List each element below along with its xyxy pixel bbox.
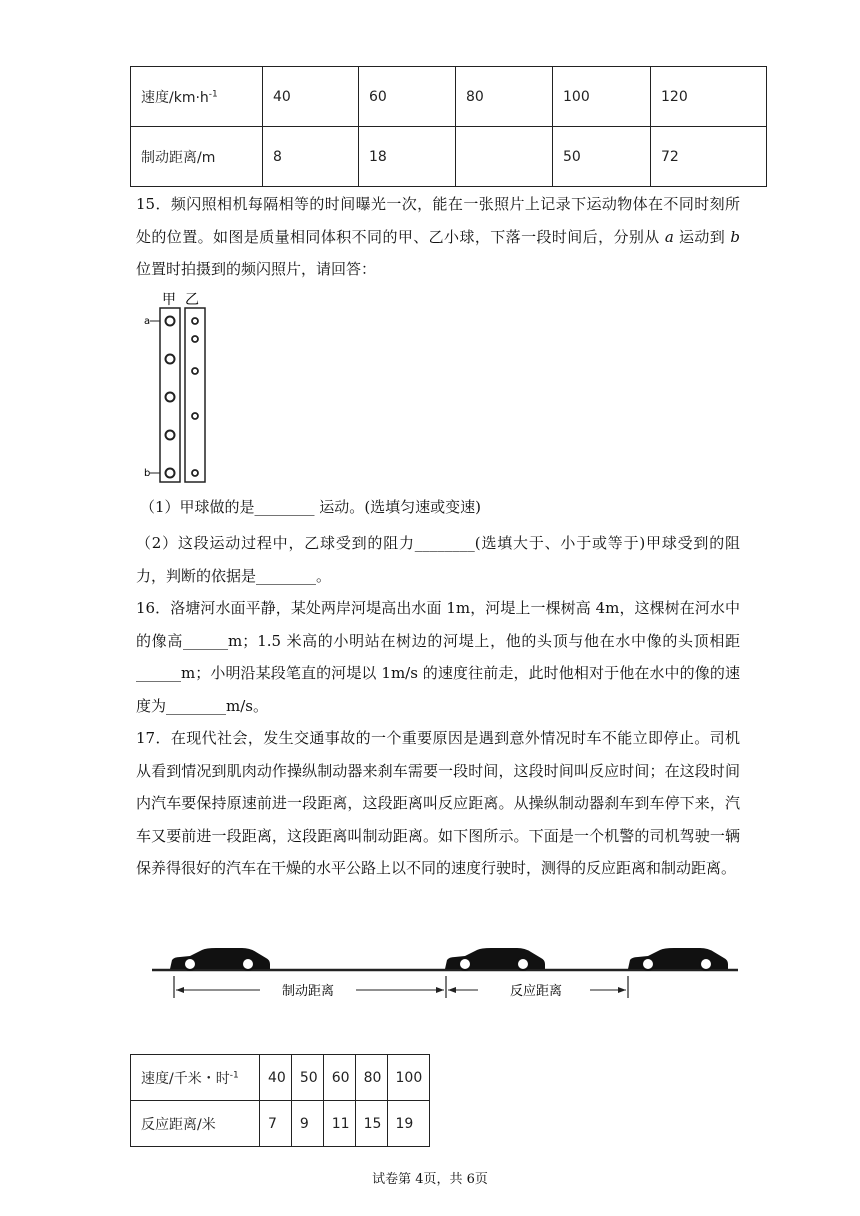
ball-jia <box>166 355 175 364</box>
ball-yi <box>192 368 198 374</box>
ball-yi <box>192 470 198 476</box>
row-label: 速度/千米・时$^{-1}$ <box>131 1055 260 1101</box>
ball-jia <box>166 317 175 326</box>
tube-jia <box>160 308 180 482</box>
row-label: 速度$/km\cdot h^{-1}$ <box>131 67 263 127</box>
label-reaction-distance: 反应距离 <box>509 984 563 999</box>
marker-b: b <box>144 468 151 479</box>
reaction-distance-table <box>130 1054 430 1147</box>
label-jia: 甲 <box>162 292 176 308</box>
row-label: 制动距离/m <box>131 127 263 187</box>
tube-yi <box>185 308 205 482</box>
table-row <box>131 1055 430 1101</box>
table-cell: 15 <box>355 1101 387 1147</box>
table-cell: 40 <box>260 1055 292 1101</box>
ball-yi <box>192 336 198 342</box>
table-cell: 8 <box>263 127 359 187</box>
ball-yi <box>192 413 198 419</box>
table-cell: 100 <box>553 67 651 127</box>
table-cell: 19 <box>387 1101 430 1147</box>
table-cell: 11 <box>323 1101 355 1147</box>
table-cell: 80 <box>456 67 553 127</box>
car-icon <box>170 948 270 970</box>
ball-yi <box>192 318 198 324</box>
question-15-part-1: （1）甲球做的是________ 运动。(选填匀速或变速) <box>140 498 482 516</box>
table-cell: 60 <box>323 1055 355 1101</box>
table-cell: 7 <box>260 1101 292 1147</box>
marker-a: a <box>144 316 151 327</box>
car-icon <box>445 948 545 970</box>
table-cell: 100 <box>387 1055 430 1101</box>
car-icon <box>628 948 728 970</box>
table-cell: 40 <box>263 67 359 127</box>
table-cell: 50 <box>291 1055 323 1101</box>
ball-jia <box>166 431 175 440</box>
speed-braking-table <box>130 66 767 187</box>
table-cell: 9 <box>291 1101 323 1147</box>
table-row <box>131 1101 430 1147</box>
question-15-part-2: （2）这段运动过程中，乙球受到的阻力________(选填大于、小于或等于)甲球受到的阻力，判断的依据是________。 <box>136 534 740 585</box>
table-cell: 60 <box>359 67 456 127</box>
stopping-distance-diagram <box>150 938 740 1000</box>
question-17: 17．在现代社会，发生交通事故的一个重要原因是遇到意外情况时车不能立即停止。司机从看到情况到肌肉动作操纵制动器来刹车需要一段时间，这段时间叫反应时间；在这段时间内汽车要保持原速前进一段距离，这段距离叫反应距离。从操纵制动器刹车到车停下来，汽车又要前进一段距离，这段距离叫制动距离。如下图所示。下面是一个机警的司机驾驶一辆保养得很好的汽车在干燥的水平公路上以不同的速度行驶时，测得的反应距离和制动距离。 <box>136 729 740 877</box>
table-cell: 72 <box>651 127 767 187</box>
table-cell: 80 <box>355 1055 387 1101</box>
table-row <box>131 67 767 127</box>
page-footer: 试卷第 4页，共 6页 <box>372 1172 488 1187</box>
question-16: 16．洛塘河水面平静，某处两岸河堤高出水面 1m，河堤上一棵树高 4m，这棵树在河水中的像高______m；1.5 米高的小明站在树边的河堤上，他的头顶与他在水中像的头顶相距______m；小明沿某段笔直的河堤以 1m/s 的速度往前走，此时他相对于他在水中的像的速度为________m/s。 <box>136 599 740 715</box>
table-cell: 18 <box>359 127 456 187</box>
label-brake-distance: 制动距离 <box>281 984 335 999</box>
table-cell: 120 <box>651 67 767 127</box>
row-label: 反应距离/米 <box>131 1101 260 1147</box>
table-cell <box>456 127 553 187</box>
table-row <box>131 127 767 187</box>
ball-jia <box>166 469 175 478</box>
label-yi: 乙 <box>185 292 199 308</box>
strobe-photo-figure <box>140 290 220 490</box>
question-15: 15．频闪照相机每隔相等的时间曝光一次，能在一张照片上记录下运动物体在不同时刻所处的位置。如图是质量相同体积不同的甲、乙小球，下落一段时间后，分别从 a 运动到 b 位置时拍摄到的频闪照片，请回答： <box>136 195 740 278</box>
ball-jia <box>166 393 175 402</box>
table-cell: 50 <box>553 127 651 187</box>
